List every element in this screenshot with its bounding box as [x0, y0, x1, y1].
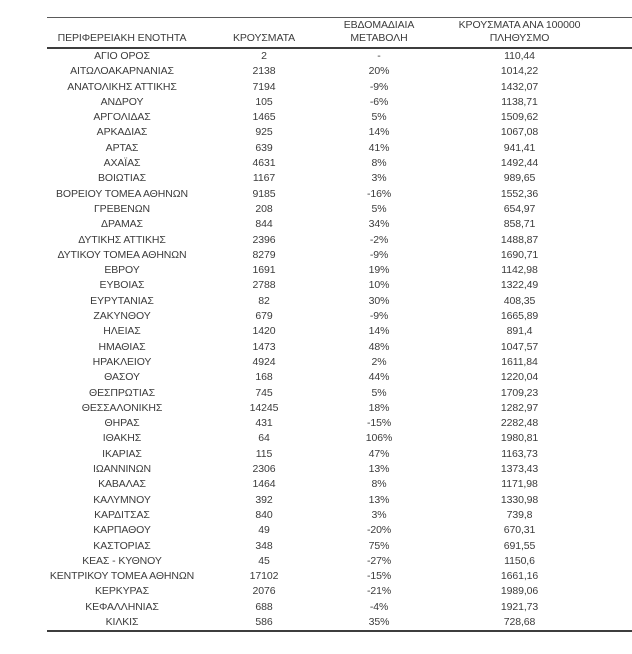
spacer-cell [612, 370, 632, 385]
region-cell: ΓΡΕΒΕΝΩΝ [93, 202, 150, 215]
cases-cell: 1464 [252, 478, 276, 491]
cases-cell: 639 [255, 141, 273, 154]
spacer-cell [612, 233, 632, 248]
region-cell: ΑΡΓΟΛΙΔΑΣ [93, 111, 151, 124]
col-header-per-100k-line2: ΠΛΗΘΥΣΜΟ [489, 32, 550, 44]
region-cell: ΚΕΡΚΥΡΑΣ [95, 585, 149, 598]
per-100k-cell: 110,44 [504, 50, 535, 62]
cases-cell: 105 [255, 95, 273, 108]
col-header-region-label: ΠΕΡΙΦΕΡΕΙΑΚΗ ΕΝΟΤΗΤΑ [57, 32, 187, 44]
region-cell: ΑΡΤΑΣ [105, 141, 139, 154]
cases-cell: 688 [255, 600, 273, 613]
region-cell: ΚΑΡΠΑΘΟΥ [93, 524, 151, 537]
cases-cell: 348 [255, 539, 273, 552]
region-cell: ΚΑΣΤΟΡΙΑΣ [93, 539, 151, 552]
table-row [47, 95, 632, 110]
per-100k-cell: 1330,98 [500, 493, 539, 506]
region-cell: ΚΕΝΤΡΙΚΟΥ ΤΟΜΕΑ ΑΘΗΝΩΝ [49, 570, 195, 583]
cases-cell: 45 [258, 554, 270, 567]
cases-cell: 431 [255, 417, 273, 430]
weekly-change-cell: 106% [365, 432, 393, 445]
weekly-change-cell: 48% [368, 340, 390, 353]
weekly-change-cell: 2% [371, 355, 387, 368]
per-100k-cell: 1492,44 [500, 157, 539, 170]
per-100k-cell: 1552,36 [500, 187, 539, 200]
cases-cell: 168 [255, 371, 273, 384]
weekly-change-cell: -21% [366, 585, 392, 598]
spacer-cell [612, 462, 632, 477]
cases-cell: 1473 [252, 340, 276, 353]
region-cell: ΑΝΑΤΟΛΙΚΗΣ ΑΤΤΙΚΗΣ [67, 80, 177, 93]
weekly-change-cell: -27% [366, 554, 392, 567]
spacer-cell [612, 171, 632, 186]
table-body [47, 48, 632, 631]
cases-cell: 64 [258, 432, 270, 445]
table-row [47, 508, 632, 523]
region-cell: ΒΟΙΩΤΙΑΣ [98, 172, 146, 185]
table-row [47, 600, 632, 615]
spacer-cell [612, 447, 632, 462]
region-cell: ΙΚΑΡΙΑΣ [102, 447, 142, 460]
region-cell: ΑΧΑΪΑΣ [103, 157, 141, 170]
cases-cell: 844 [255, 218, 273, 231]
cases-cell: 2396 [252, 233, 276, 246]
weekly-change-cell: 3% [371, 172, 387, 185]
per-100k-cell: 1047,57 [500, 340, 539, 353]
per-100k-cell: 408,35 [503, 294, 536, 307]
spacer-cell [612, 355, 632, 370]
region-cell: ΒΟΡΕΙΟΥ ΤΟΜΕΑ ΑΘΗΝΩΝ [56, 187, 188, 200]
spacer-cell [612, 294, 632, 309]
table-row [47, 539, 632, 554]
table-row [47, 187, 632, 202]
weekly-change-cell: -9% [369, 310, 389, 323]
spacer-cell [612, 523, 632, 538]
weekly-change-cell: 8% [371, 478, 387, 491]
region-cell: ΚΑΡΔΙΤΣΑΣ [94, 508, 150, 521]
table-row [47, 248, 632, 263]
table-row [47, 493, 632, 508]
weekly-change-cell: -4% [369, 600, 389, 613]
cases-cell: 7194 [252, 80, 276, 93]
table-row [47, 615, 632, 631]
spacer-cell [612, 141, 632, 156]
spacer-cell [612, 539, 632, 554]
per-100k-cell: 1373,43 [500, 463, 539, 476]
per-100k-cell: 1171,98 [501, 478, 538, 491]
table-row [47, 447, 632, 462]
spacer-cell [612, 309, 632, 324]
region-cell: ΔΥΤΙΚΗΣ ΑΤΤΙΚΗΣ [78, 233, 166, 246]
per-100k-cell: 1014,22 [500, 65, 539, 78]
cases-cell: 9185 [252, 187, 276, 200]
spacer-cell [612, 401, 632, 416]
per-100k-cell: 1980,81 [500, 432, 539, 445]
per-100k-cell: 1989,06 [500, 585, 539, 598]
region-cell: ΚΕΑΣ - ΚΥΘΝΟΥ [82, 554, 162, 567]
per-100k-cell: 1138,71 [501, 95, 538, 108]
region-cell: ΘΕΣΠΡΩΤΙΑΣ [89, 386, 155, 399]
table-row [47, 324, 632, 339]
weekly-change-cell: 10% [368, 279, 390, 292]
per-100k-cell: 1220,04 [500, 371, 539, 384]
region-cell: ΗΛΕΙΑΣ [103, 325, 141, 338]
region-cell: ΘΗΡΑΣ [104, 417, 140, 430]
cases-cell: 1465 [252, 111, 276, 124]
per-100k-cell: 670,31 [503, 524, 536, 537]
region-cell: ΗΡΑΚΛΕΙΟΥ [92, 355, 152, 368]
spacer-cell [612, 554, 632, 569]
weekly-change-cell: 13% [368, 463, 390, 476]
region-cell: ΚΑΛΥΜΝΟΥ [93, 493, 151, 506]
col-header-per-100k [427, 18, 612, 49]
table-row [47, 523, 632, 538]
region-cell: ΙΘΑΚΗΣ [102, 432, 142, 445]
spacer-cell [612, 493, 632, 508]
cases-cell: 745 [255, 386, 273, 399]
spacer-cell [612, 64, 632, 79]
table-row [47, 80, 632, 95]
cases-cell: 2788 [252, 279, 276, 292]
col-header-region [47, 18, 197, 49]
region-cell: ΚΙΛΚΙΣ [105, 615, 139, 628]
table-row [47, 202, 632, 217]
spacer-cell [612, 248, 632, 263]
spacer-cell [612, 202, 632, 217]
cases-cell: 115 [255, 447, 273, 460]
spacer-cell [612, 217, 632, 232]
spacer-cell [612, 156, 632, 171]
table-row [47, 64, 632, 79]
per-100k-cell: 1709,23 [500, 386, 539, 399]
weekly-change-cell: -9% [369, 248, 389, 261]
region-cell: ΗΜΑΘΙΑΣ [98, 340, 146, 353]
weekly-change-cell: 30% [368, 294, 390, 307]
cases-cell: 17102 [249, 570, 279, 583]
cases-cell: 586 [255, 615, 273, 628]
per-100k-cell: 1665,89 [500, 310, 539, 323]
weekly-change-cell: 44% [368, 371, 390, 384]
cases-cell: 1167 [252, 172, 276, 185]
table-row [47, 477, 632, 492]
per-100k-cell: 1611,84 [501, 355, 538, 368]
spacer-cell [612, 187, 632, 202]
per-100k-cell: 1142,98 [501, 264, 538, 277]
spacer-cell [612, 324, 632, 339]
per-100k-cell: 989,65 [503, 172, 536, 185]
region-cell: ΖΑΚΥΝΘΟΥ [93, 310, 151, 323]
table-row [47, 171, 632, 186]
col-header-weekly-change-line1: ΕΒΔΟΜΑΔΙΑΙΑ [343, 19, 415, 31]
per-100k-cell: 1150,6 [504, 554, 535, 567]
table-row [47, 278, 632, 293]
weekly-change-cell: 34% [368, 218, 390, 231]
cases-cell: 392 [255, 493, 273, 506]
per-100k-cell: 1163,73 [501, 447, 538, 460]
per-100k-cell: 691,55 [503, 539, 536, 552]
col-header-weekly-change-line2: ΜΕΤΑΒΟΛΗ [350, 32, 408, 44]
weekly-change-cell: 5% [371, 202, 387, 215]
weekly-change-cell: 5% [371, 111, 387, 124]
weekly-change-cell: 14% [368, 126, 390, 139]
region-cell: ΕΒΡΟΥ [104, 264, 140, 277]
table-row [47, 141, 632, 156]
cases-cell: 4631 [252, 157, 276, 170]
region-cell: ΑΙΤΩΛΟΑΚΑΡΝΑΝΙΑΣ [70, 65, 174, 78]
weekly-change-cell: 41% [368, 141, 390, 154]
weekly-change-cell: -15% [366, 570, 392, 583]
cases-cell: 679 [255, 310, 273, 323]
cases-cell: 8279 [252, 248, 276, 261]
region-cell: ΑΓΙΟ ΟΡΟΣ [94, 50, 150, 62]
cases-cell: 2 [261, 50, 267, 62]
cases-cell: 49 [258, 524, 270, 537]
weekly-change-cell: 18% [368, 401, 390, 414]
col-header-weekly-change [331, 18, 427, 49]
table-row [47, 309, 632, 324]
weekly-change-cell: - [377, 50, 381, 62]
weekly-change-cell: 14% [368, 325, 390, 338]
spacer-cell [612, 340, 632, 355]
table-row [47, 416, 632, 431]
spacer-cell [612, 584, 632, 599]
weekly-change-cell: -20% [366, 524, 392, 537]
per-100k-cell: 1690,71 [500, 248, 539, 261]
table-row [47, 48, 632, 64]
col-header-per-100k-line1: ΚΡΟΥΣΜΑΤΑ ΑΝΑ 100000 [458, 19, 581, 31]
table-row [47, 355, 632, 370]
region-cell: ΔΡΑΜΑΣ [101, 218, 143, 231]
spacer-cell [612, 125, 632, 140]
weekly-change-cell: 13% [368, 493, 390, 506]
region-cell: ΘΑΣΟΥ [104, 371, 140, 384]
table-row [47, 554, 632, 569]
weekly-change-cell: 8% [371, 157, 387, 170]
region-cell: ΕΥΒΟΙΑΣ [99, 279, 145, 292]
spacer-cell [612, 278, 632, 293]
table-row [47, 584, 632, 599]
cases-cell: 1691 [252, 264, 276, 277]
region-cell: ΕΥΡΥΤΑΝΙΑΣ [90, 294, 154, 307]
weekly-change-cell: 35% [368, 615, 390, 628]
weekly-change-cell: 3% [371, 508, 387, 521]
region-cell: ΑΡΚΑΔΙΑΣ [96, 126, 148, 139]
per-100k-cell: 1921,73 [500, 600, 539, 613]
spacer-cell [612, 110, 632, 125]
table-row [47, 156, 632, 171]
spacer-cell [612, 48, 632, 64]
spacer-cell [612, 263, 632, 278]
spacer-cell [612, 80, 632, 95]
table-row [47, 217, 632, 232]
table-row [47, 110, 632, 125]
spacer-cell [612, 477, 632, 492]
cases-cell: 925 [255, 126, 273, 139]
cases-cell: 14245 [249, 401, 279, 414]
table-row [47, 233, 632, 248]
per-100k-cell: 739,8 [506, 508, 533, 521]
weekly-change-cell: -2% [369, 233, 389, 246]
weekly-change-cell: 47% [368, 447, 390, 460]
weekly-change-cell: 75% [368, 539, 390, 552]
table-row [47, 386, 632, 401]
per-100k-cell: 1282,97 [500, 401, 539, 414]
table-row [47, 462, 632, 477]
weekly-change-cell: 19% [368, 264, 390, 277]
col-header-cases-label: ΚΡΟΥΣΜΑΤΑ [232, 32, 296, 44]
per-100k-cell: 1432,07 [500, 80, 539, 93]
header-row [47, 18, 632, 49]
spacer-cell [612, 615, 632, 631]
spacer-cell [612, 416, 632, 431]
table-row [47, 370, 632, 385]
per-100k-cell: 891,4 [506, 325, 533, 338]
per-100k-cell: 654,97 [503, 202, 536, 215]
region-cell: ΔΥΤΙΚΟΥ ΤΟΜΕΑ ΑΘΗΝΩΝ [57, 248, 187, 261]
cases-cell: 208 [255, 202, 273, 215]
cases-cell: 840 [255, 508, 273, 521]
per-100k-cell: 858,71 [503, 218, 536, 231]
per-100k-cell: 941,41 [503, 141, 536, 154]
cases-cell: 82 [258, 294, 270, 307]
cases-cell: 2076 [252, 585, 276, 598]
weekly-change-cell: -15% [366, 417, 392, 430]
table-row [47, 569, 632, 584]
cases-cell: 1420 [252, 325, 276, 338]
cases-cell: 2138 [252, 65, 276, 78]
spacer-cell [612, 95, 632, 110]
weekly-change-cell: -16% [366, 187, 392, 200]
cases-cell: 4924 [252, 355, 276, 368]
table-row [47, 263, 632, 278]
per-100k-cell: 1322,49 [500, 279, 539, 292]
weekly-change-cell: -6% [369, 95, 389, 108]
cases-cell: 2306 [252, 463, 276, 476]
region-cell: ΚΑΒΑΛΑΣ [98, 478, 146, 491]
table-row [47, 401, 632, 416]
spacer-cell [612, 569, 632, 584]
per-100k-cell: 1067,08 [500, 126, 539, 139]
weekly-change-cell: 20% [368, 65, 390, 78]
region-cell: ΘΕΣΣΑΛΟΝΙΚΗΣ [81, 401, 163, 414]
per-100k-cell: 2282,48 [500, 417, 539, 430]
spacer-cell [612, 600, 632, 615]
per-100k-cell: 1661,16 [500, 570, 539, 583]
per-100k-cell: 1488,87 [500, 233, 539, 246]
table-row [47, 125, 632, 140]
weekly-change-cell: 5% [371, 386, 387, 399]
table-row [47, 431, 632, 446]
spacer-cell [612, 431, 632, 446]
region-cell: ΚΕΦΑΛΛΗΝΙΑΣ [85, 600, 159, 613]
regional-cases-table [47, 17, 632, 632]
region-cell: ΑΝΔΡΟΥ [100, 95, 144, 108]
table-row [47, 294, 632, 309]
col-header-spacer [612, 18, 632, 49]
spacer-cell [612, 386, 632, 401]
per-100k-cell: 728,68 [503, 615, 536, 628]
table-row [47, 340, 632, 355]
col-header-cases [197, 18, 331, 49]
region-cell: ΙΩΑΝΝΙΝΩΝ [93, 463, 151, 476]
weekly-change-cell: -9% [369, 80, 389, 93]
per-100k-cell: 1509,62 [500, 111, 539, 124]
spacer-cell [612, 508, 632, 523]
table-header [47, 18, 632, 49]
